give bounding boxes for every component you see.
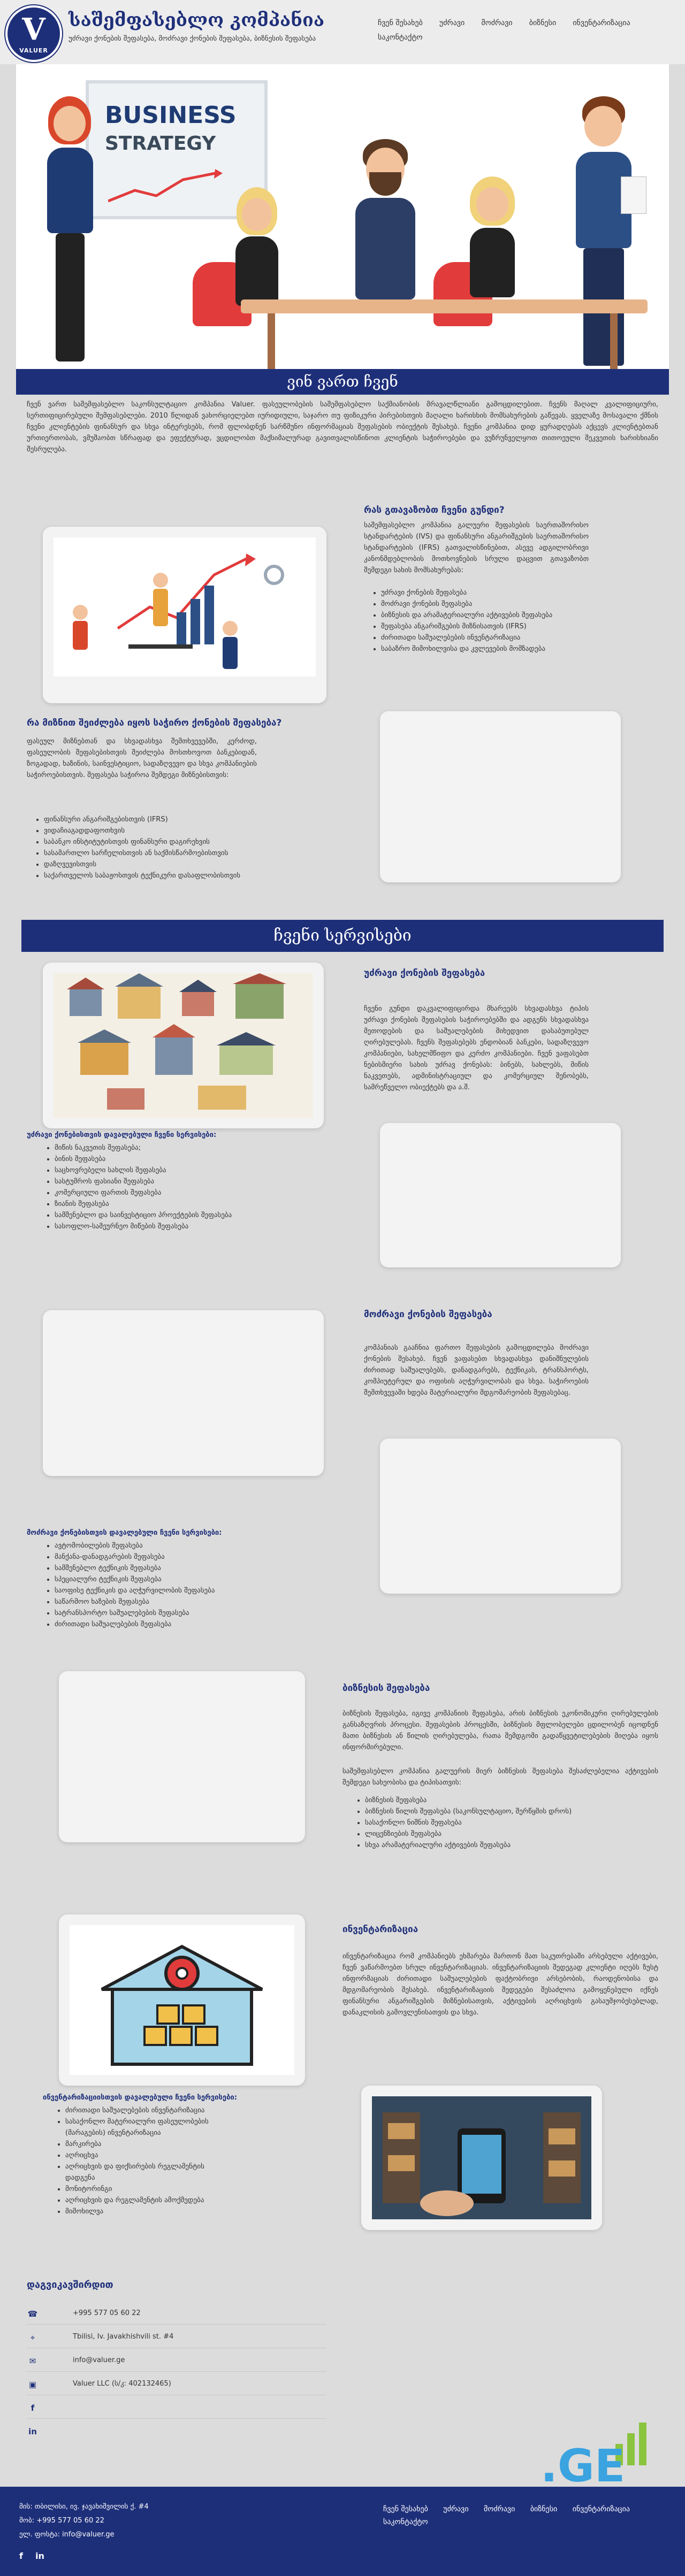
list-item: • ვიდაჩიაგადდაფოთხვის [44,825,321,836]
movable-list-title: მოძრავი ქონებისთვის დავალებული ჩვენი სერვისები: [27,1529,222,1537]
warehouse-photo [372,2096,591,2219]
list-item: • სასტუმროს ფასიანი შეფასება [55,1176,332,1187]
inventory-photo-card [361,2086,602,2230]
warehouse-icon [70,1925,294,2075]
warehouse-illustration [70,1925,294,2075]
business-text-2: საშემფასებლო კომპანია გალუერის მიერ ბიზნესის შეფასება შესაძლებელია აქტივების შემდეგი სახეობისა და ტიპისათვის: [342,1767,658,1787]
list-item: • აღრიცხვა [65,2150,214,2161]
realestate-title: უძრავი ქონების შეფასება [364,968,485,979]
list-item: • სასაქონლო ნიშნის შეფასება [365,1817,653,1828]
list-item: • სხვა არამატერიალური აქტივების შეფასება [365,1840,653,1851]
why-list [369,587,648,655]
contact-address: Tbilisi, Iv. Javakhishvili st. #4 [73,2333,174,2341]
when-text: ფასეულ მიზნებთან და სხვადასხვა შემთხვევებში, კერძოდ, ფასეულობის შეფასებისთვის შეიძლება მოსთხოვოთ ბანკებიდან, ზოგადად, ხაზინის, საინვესტიციო, სადაზღვევო და სხვა კომპანიების საჭიროებისთვის. შეფასება საჭიროა შემდეგი მიზნებისთვის: [27,737,257,779]
person-man-center [348,139,423,310]
city-illustration [54,973,313,1118]
phone-icon: ☎ [27,2309,38,2319]
business-list [353,1795,653,1851]
footer-nav-contact[interactable]: საკონტაქტო [383,2518,428,2526]
list-item: • ბიზნესის და არამატერიალური აქტივების შეფასება [381,610,648,621]
linkedin-icon[interactable]: in [28,2427,37,2436]
person-woman-left [37,96,102,374]
location-pin-icon: ⌖ [30,2333,35,2342]
movable-image-card [43,1310,324,1476]
why-title: რას გთავაზობთ ჩვენი გუნდი? [364,505,505,516]
inventory-image-card [59,1914,305,2086]
list-item: • მანქანა-დანადგარების შეფასება [55,1551,332,1563]
houses-icon [54,973,313,1118]
person-man-right [562,96,648,374]
list-item: • სასოფლო-სამეურნეო მიწების შეფასება [55,1221,332,1232]
contact-company: Valuer LLC (ს/კ: 402132465) [73,2380,171,2388]
list-item: • ავტომობილების შეფასება [55,1540,332,1551]
logo-letter: V [22,12,45,47]
site-title: საშემფასებლო კომპანია [68,10,325,31]
movable-title: მოძრავი ქონების შეფასება [364,1309,492,1320]
list-item: • საბანკო ინსტიტუტისთვის ფინანსური დაგირეხვის [44,836,321,848]
placeholder-card [380,1123,621,1267]
list-item: • აღრიცხვის და რეგლამენტის ამოქმედება [65,2195,214,2206]
person-woman-seated [225,187,289,316]
list-item: • სამშენებლო და საინვესტიციო პროექტების შეფასება [55,1210,332,1221]
list-item: • ზიანის შეფასება [55,1198,332,1210]
briefcase-icon: ▣ [28,2380,37,2389]
site-subtitle: უძრავი ქონების შეფასება, მოძრავი ქონების შეფასება, ბიზნესის შეფასება [68,35,316,43]
movable-text: კომპანიას გააჩნია ფართო შეფასების გამოცდილება მოძრავი ქონების შესახებ. ჩვენ ვაფასებთ სხვადასხვა დანიშნულების ძირითად საშუალებებს, დანადგარებს, ტექნიკას, ტრანსპორტს, კომპიუტერულ და ოფისის აღჭურვილობას და სხვა. საჭიროების შემთხვევაში ხდება მატერიალური მდგომარეობის შეფასებაც. [364,1344,589,1397]
nav-contact[interactable]: საკონტაქტო [378,33,423,42]
realestate-text: ჩვენი გუნდი დაკვალიფიცირდა მხარეებს სხვადასხვა ტიპის უძრავი ქონების შეფასების საჭიროებებში და ადგენს სხვადასხვა მეთოდების და საშუალებების მიხედვით დასაბუთებულ ღირებულებას. ჩვენს შეფასებებს ენდობიან ბანკები, სადაზღვევო კომპანიები, სახელმწიფო და კერძო კომპანიები. ჩვენ ვაფასებთ ნებისმიერი სახის უძრავ ქონებას: ბინებს, სახლებს, მიწის ნაკვეთებს, ადმინისტრაციულ და კომერციულ შენობებს, სამრეწველო ობიექტებს და ა.შ. [364,1005,589,1091]
list-item: • სასამართლო სარჩელისთვის ან საქმისწარმოებისთვის [44,848,321,859]
list-item: • სამშენებლო ტექნიკის შეფასება [55,1563,332,1574]
nav-movable[interactable]: მოძრავი [481,19,513,27]
nav-business[interactable]: ბიზნესი [529,19,557,27]
list-item: • მოძრავი ქონების შეფასება [381,598,648,610]
divider [27,2371,326,2372]
inventory-list-title: ინვენტარიზაციისთვის დავალებული ჩვენი სერვისები: [43,2094,237,2102]
nav-inventory[interactable]: ინვენტარიზაცია [573,19,630,27]
business-title: ბიზნესის შეფასება [342,1683,430,1694]
site-footer [0,2487,685,2576]
list-item: • მიწის ნაკვეთის შეფასება; [55,1142,332,1154]
inventory-text: ინვენტარიზაცია რომ კომპანიებს ეხმარება მართონ მათ საკუთრებაში არსებული აქტივები, ჩვენ ვაწარმოებთ სრულ ინვენტარიზაციას. ინვენტარიზაციის შედეგად კლიენტი იღებს ზუსტ ინფორმაციას ძირითადი საშუალებების ფაქტობრივი არსებობის, რაოდენობისა და მდგომარეობის შესახებ. ინვენტარიზაციის შედეგები შესაძლოა გამოყენებული იქნეს ფინანსური ანგარიშგების მიზნებისათვის, აქტივების აღრიცხვის გასაუმჯობესებლად, დანაკლისის გამოვლენისათვის და სხვა. [342,1952,658,2017]
list-item: • მონიტორინგი [65,2183,214,2195]
growth-arrow-icon [108,169,226,206]
board-text-business: BUSINESS [105,102,237,129]
board-text-strategy: STRATEGY [105,133,216,155]
list-item: • ლიცენზიების შეფასება [365,1828,653,1840]
scanner-photo-illustration [372,2096,591,2219]
footer-nav-business[interactable]: ბიზნესი [530,2505,558,2513]
list-item: • კომერციული ფართის შეფასება [55,1187,332,1198]
list-item: • შეფასება ანგარიშგების მიზნისათვის (IFRS) [381,621,648,632]
nav-realestate[interactable]: უძრავი [439,19,465,27]
list-item: • საწარმოო ხაზების შეფასება [55,1596,332,1608]
company-logo[interactable] [5,5,62,62]
list-item: • სასაქონლო მატერიალური ფასეულობების (მარაგების) ინვენტარიზაცია [65,2116,214,2139]
list-item: • საოფისე ტექნიკის და აღჭურვილობის შეფასება [55,1585,332,1596]
why-text: საშემფასებლო კომპანია გალუერი შეფასების საერთაშორისო სტანდარტების (IVS) და ფინანსური ანგარიშგების საერთაშორისო სტანდარტების (IFRS) გათვალისწინებით, ასევე ადგილობრივი კანონმდებლობის მოთხოვნების სრული დაცვით გთავაზობთ შემდეგი სახის მომსახურებას: [364,521,589,574]
realestate-list [43,1142,332,1232]
inventory-list [54,2105,214,2217]
ge-domain-logo [535,2417,669,2487]
inventory-title: ინვენტარიზაცია [342,1924,418,1935]
list-item: • ძირითადი საშუალებების ინვენტარიზაცია [65,2105,214,2116]
nav-about[interactable]: ჩვენ შესახებ [378,19,423,27]
ge-logo-text: .GE [541,2440,626,2487]
about-banner: ვინ ვართ ჩვენ [16,369,669,395]
logo-text: VALUER [19,47,48,54]
list-item: • ძირითადი საშუალებების ინვენტარიზაცია [381,632,648,643]
list-item: • უძრავი ქონების შეფასება [381,587,648,598]
footer-nav-about[interactable]: ჩვენ შესახებ [383,2505,428,2513]
footer-facebook-icon[interactable]: f [19,2551,23,2561]
contact-email[interactable]: info@valuer.ge [73,2356,125,2364]
hero-illustration [16,64,669,380]
realestate-image-card [43,963,324,1128]
contact-phone[interactable]: +995 577 05 60 22 [73,2309,141,2317]
movable-list [43,1540,332,1630]
divider [27,2418,326,2419]
about-intro: ჩვენ ვართ საშემფასებლო საკონსულტაციო კომპანია Valuer. ფასეულობების საშემფასებლო საქმიანობის მრავალწლიანი გამოცდილებით. ჩვენს მაღალ კვალიფიციური, სერთიფიცირებული შემფასებლები. 2010 წლიდან ვახორციელებთ იურიდიული, საჯარო თუ ფიზიკური პირებისთვის მაღალი ხარისხის მომსახურების გაწევას. ყველაზე მოსავალი ქმნის ჩვენი კლიენტების ფინანსურ და სხვა ინტერესებს, რომ ფლობდნენ სარწმუნო ინფორმაციას შეფასების ობიექტის შესახებ. ჩვენი კომპანია დიდ ყურადღებას აქცევს კლიენტებთან ურთიერთობას, ვმუშაობთ სწრაფად და ეფექტურად, ვცდილობთ მაქსიმალურად გავითვალისწინოთ კლიენტის საჭიროებები და ვუზრუნველყოთ თითოეული შეკვეთის ხარისხიანი შესრულება. [27,401,658,453]
list-item: • ბიზნესის შეფასება [365,1795,653,1806]
list-item: • ძირითადი საშუალებების შეფასება [55,1619,332,1630]
site-header [0,0,685,64]
list-item: • მარკირება [65,2139,214,2150]
list-item: • მიმოხილვა [65,2206,214,2217]
footer-social [19,2551,54,2561]
person-woman-right [460,176,524,305]
about-image-card [43,527,326,703]
footer-phone[interactable]: მობ: +995 577 05 60 22 [19,2517,104,2525]
divider [27,2324,326,2325]
placeholder-card [380,711,621,882]
envelope-icon: ✉ [29,2356,36,2366]
list-item: • სატრანსპორტო საშუალებების შეფასება [55,1608,332,1619]
list-item: • საქართველოს საბაჟოსთვის ტექნიკური დასაფლობისთვის [44,870,321,881]
list-item: • საბაზრო მიმოხილვისა და კვლევების მომზადება [381,643,648,655]
contact-title: დაგვიკავშირდით [27,2279,113,2290]
when-list [32,814,321,881]
list-item: • ბიზნესის წილის შეფასება (საკონსულტაციო, შერწყმის დროს) [365,1806,653,1817]
footer-nav-inventory[interactable]: ინვენტარიზაცია [572,2505,630,2513]
business-text: ბიზნესის შეფასება, იგივე კომპანიის შეფასება, არის ბიზნესის ეკონომიკური ღირებულების განსაზღვრის პროცესი. შეფასების პროცესში, ბიზნესის მფლობელები ცდილობენ იცოდნენ მათი ბიზნესის ან წილის ღირებულება, რათა შემდგომი გადაწყვეტილებების მიღება იყოს ინფორმირებული. [342,1710,658,1751]
footer-nav-realestate[interactable]: უძრავი [443,2505,469,2513]
business-image-card [59,1671,305,1842]
list-item: • აღრიცხვის და ფიქსირების რეგლამენტის დადგენა [65,2161,214,2183]
placeholder-card [380,1439,621,1594]
main-nav [378,17,678,46]
footer-nav [383,2505,672,2531]
team-chart-illustration [54,537,316,693]
footer-address: მის: თბილისი, ივ. ჯავახიშვილის ქ. #4 [19,2503,149,2511]
facebook-icon[interactable]: f [31,2403,35,2413]
services-banner: ჩვენი სერვისები [21,920,664,952]
desk [241,299,648,313]
list-item: • საცხოვრებელი სახლის შეფასება [55,1165,332,1176]
list-item: • ბინის შეფასება [55,1154,332,1165]
footer-nav-movable[interactable]: მოძრავი [484,2505,515,2513]
footer-linkedin-icon[interactable]: in [35,2551,44,2561]
footer-email[interactable]: ელ. ფოსტა: info@valuer.ge [19,2531,115,2539]
realestate-list-title: უძრავი ქონებისთვის დავალებული ჩვენი სერვისები: [27,1131,217,1139]
team-illustration [54,537,316,693]
when-title: რა მიზნით შეიძლება იყოს საჭირო ქონების შეფასება? [27,718,282,728]
list-item: • სპეციალური ტექნიკის შეფასება [55,1574,332,1585]
list-item: • დაზღვევისთვის [44,859,321,870]
list-item: • ფინანსური ანგარიშგებისთვის (IFRS) [44,814,321,825]
